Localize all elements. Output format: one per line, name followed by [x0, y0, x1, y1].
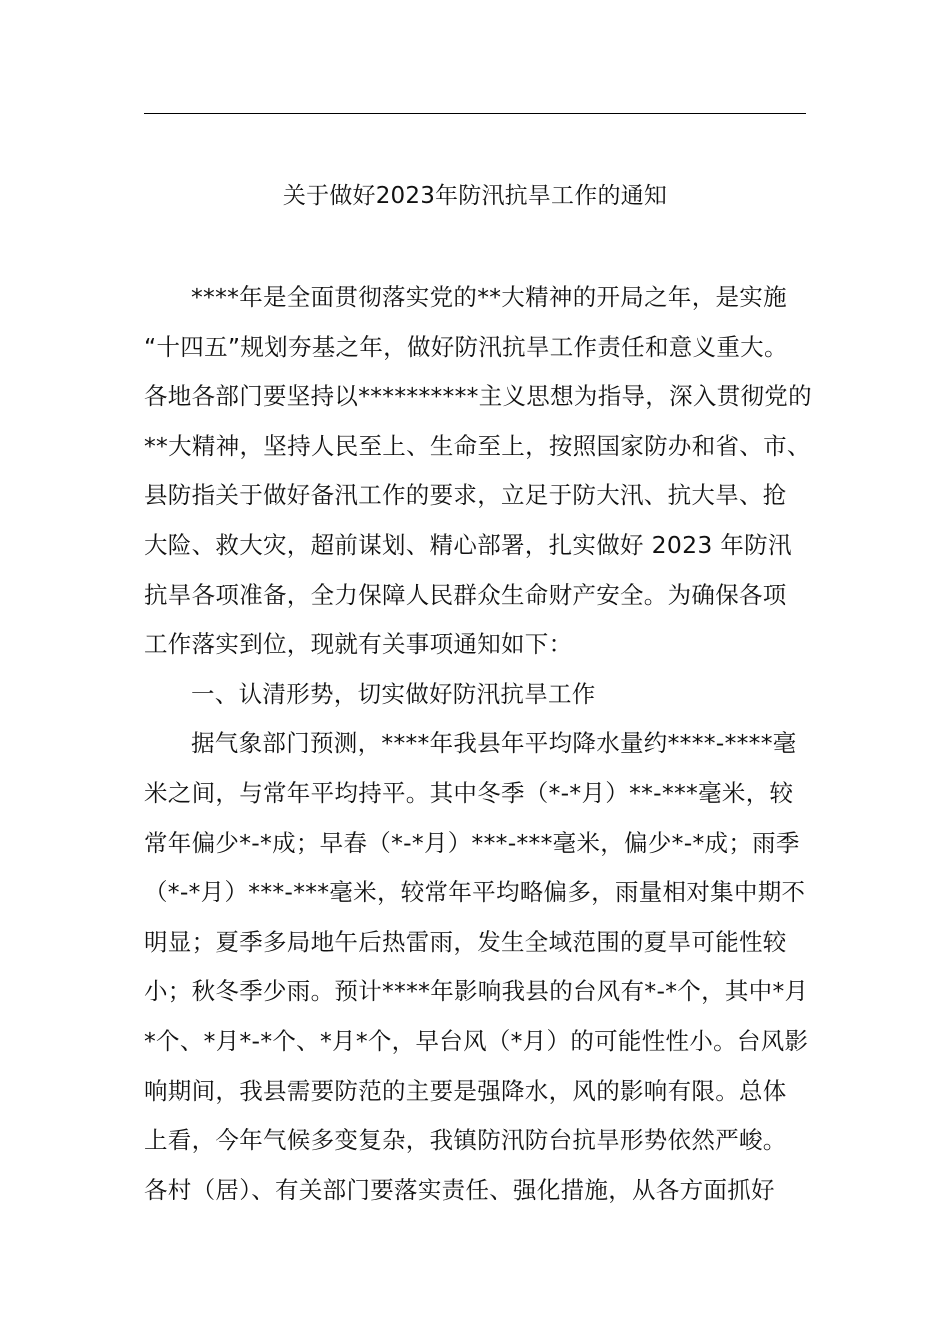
paragraph-line: 县防指关于做好备汛工作的要求，立足于防大汛、抗大旱、抢	[144, 481, 787, 510]
paragraph-line: （*-*月）***-***毫米，较常年平均略偏多，雨量相对集中期不	[144, 878, 806, 907]
paragraph-line: 抗旱各项准备，全力保障人民群众生命财产安全。为确保各项	[144, 580, 787, 609]
paragraph-line: *个、*月*-*个、*月*个，早台风（*月）的可能性性小。台风影	[144, 1026, 809, 1055]
header-rule	[144, 113, 806, 114]
paragraph-line: 响期间，我县需要防范的主要是强降水，风的影响有限。总体	[144, 1076, 787, 1105]
paragraph-line: 明显；夏季多局地午后热雷雨，发生全域范围的夏旱可能性较	[144, 927, 787, 956]
section-heading: 一、认清形势，切实做好防汛抗旱工作	[191, 679, 596, 708]
document-title: 关于做好2023年防汛抗旱工作的通知	[282, 183, 668, 209]
paragraph-line: 各地各部门要坚持以**********主义思想为指导，深入贯彻党的	[144, 382, 812, 411]
paragraph-line: 米之间，与常年平均持平。其中冬季（*-*月）**-***毫米，较	[144, 778, 794, 807]
paragraph-line: 据气象部门预测，****年我县年平均降水量约****-****毫	[191, 729, 797, 758]
paragraph-line: ****年是全面贯彻落实党的**大精神的开局之年，是实施	[191, 283, 787, 311]
document-body	[144, 276, 824, 1218]
paragraph-line: 各村（居）、有关部门要落实责任、强化措施，从各方面抓好	[144, 1175, 775, 1204]
paragraph-line: 工作落实到位，现就有关事项通知如下：	[144, 630, 573, 659]
paragraph-line: “十四五”规划夯基之年，做好防汛抗旱工作责任和意义重大。	[144, 332, 788, 361]
paragraph-line: 小；秋冬季少雨。预计****年影响我县的台风有*-*个，其中*月	[144, 977, 809, 1006]
paragraph-line: 常年偏少*-*成；早春（*-*月）***-***毫米，偏少*-*成；雨季	[144, 828, 800, 857]
paragraph-line: 大险、救大灾，超前谋划、精心部署，扎实做好 2023 年防汛	[144, 530, 792, 559]
paragraph-line: **大精神，坚持人民至上、生命至上，按照国家防办和省、市、	[144, 431, 811, 460]
paragraph-line: 上看，今年气候多变复杂，我镇防汛防台抗旱形势依然严峻。	[144, 1126, 787, 1155]
